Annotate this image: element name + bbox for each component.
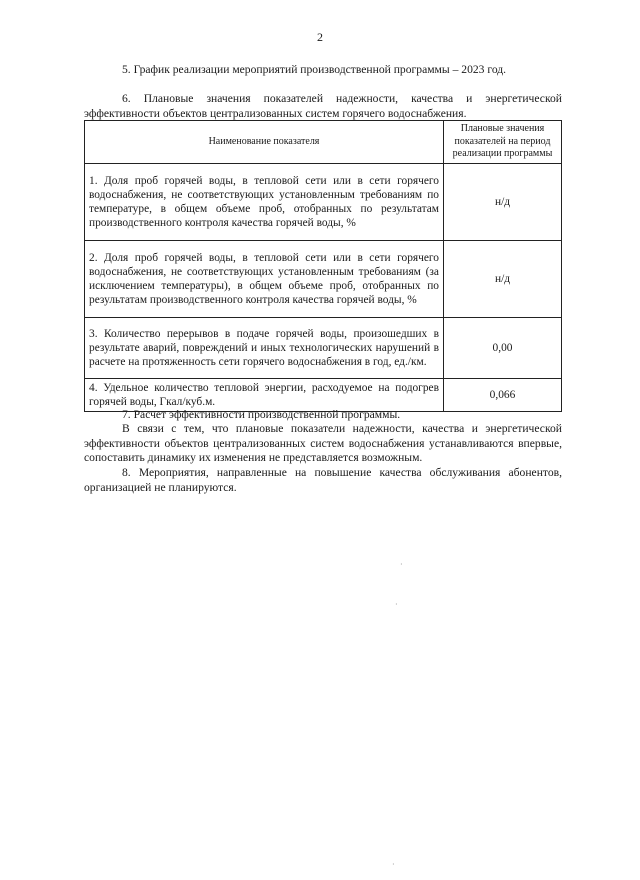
table-row [85, 164, 562, 241]
section-8-text: 8. Мероприятия, направленные на повышение качества обслуживания абонентов, организацией не планируются. [84, 466, 562, 494]
section-7-heading: 7. Расчет эффективности производственной программы. [122, 408, 401, 421]
scan-speck: · [395, 600, 398, 609]
indicator-name-cell: 3. Количество перерывов в подаче горячей воды, произошедших в результате аварий, повреждений и иных технологических нарушений в расчете на протяженность сети горячего водоснабжения в год, ед./км. [85, 318, 444, 379]
scan-speck: · [392, 860, 395, 869]
indicator-name-cell: 4. Удельное количество тепловой энергии, расходуемое на подогрев горячей воды, Гкал/куб.м. [85, 379, 444, 412]
indicator-value-cell: н/д [444, 241, 562, 318]
indicators-table [84, 120, 562, 412]
section-5-heading: 5. График реализации мероприятий производственной программы – 2023 год. [122, 63, 507, 76]
indicator-name-cell: 2. Доля проб горячей воды, в тепловой сети или в сети горячего водоснабжения, не соответствующих установленным требованиям (за исключением температуры), в общем объеме проб, отобранных по результатам производственного контроля качества горячей воды, % [85, 241, 444, 318]
table-row [85, 379, 562, 412]
indicator-value-cell: 0,066 [444, 379, 562, 412]
page-number: 2 [317, 30, 323, 44]
indicator-value-cell: 0,00 [444, 318, 562, 379]
section-7-text: В связи с тем, что плановые показатели надежности, качества и энергетической эффективности объектов централизованных систем водоснабжения устанавливаются впервые, сопоставить динамику их изменения не представляется возможным. [84, 422, 562, 464]
header-indicator-name: Наименование показателя [85, 121, 444, 164]
table-row [85, 318, 562, 379]
header-planned-values: Плановые значения показателей на период реализации программы [444, 121, 562, 164]
indicator-value-cell: н/д [444, 164, 562, 241]
table-row [85, 241, 562, 318]
indicator-name-cell: 1. Доля проб горячей воды, в тепловой сети или в сети горячего водоснабжения, не соответствующих установленным требованиям по температуре, в общем объеме проб, отобранных по результатам производственного контроля качества горячей воды, % [85, 164, 444, 241]
section-6-heading: 6. Плановые значения показателей надежности, качества и энергетической эффективности объектов централизованных систем горячего водоснабжения. [84, 92, 562, 120]
table-header-row [85, 121, 562, 164]
scan-speck: · [400, 560, 403, 569]
